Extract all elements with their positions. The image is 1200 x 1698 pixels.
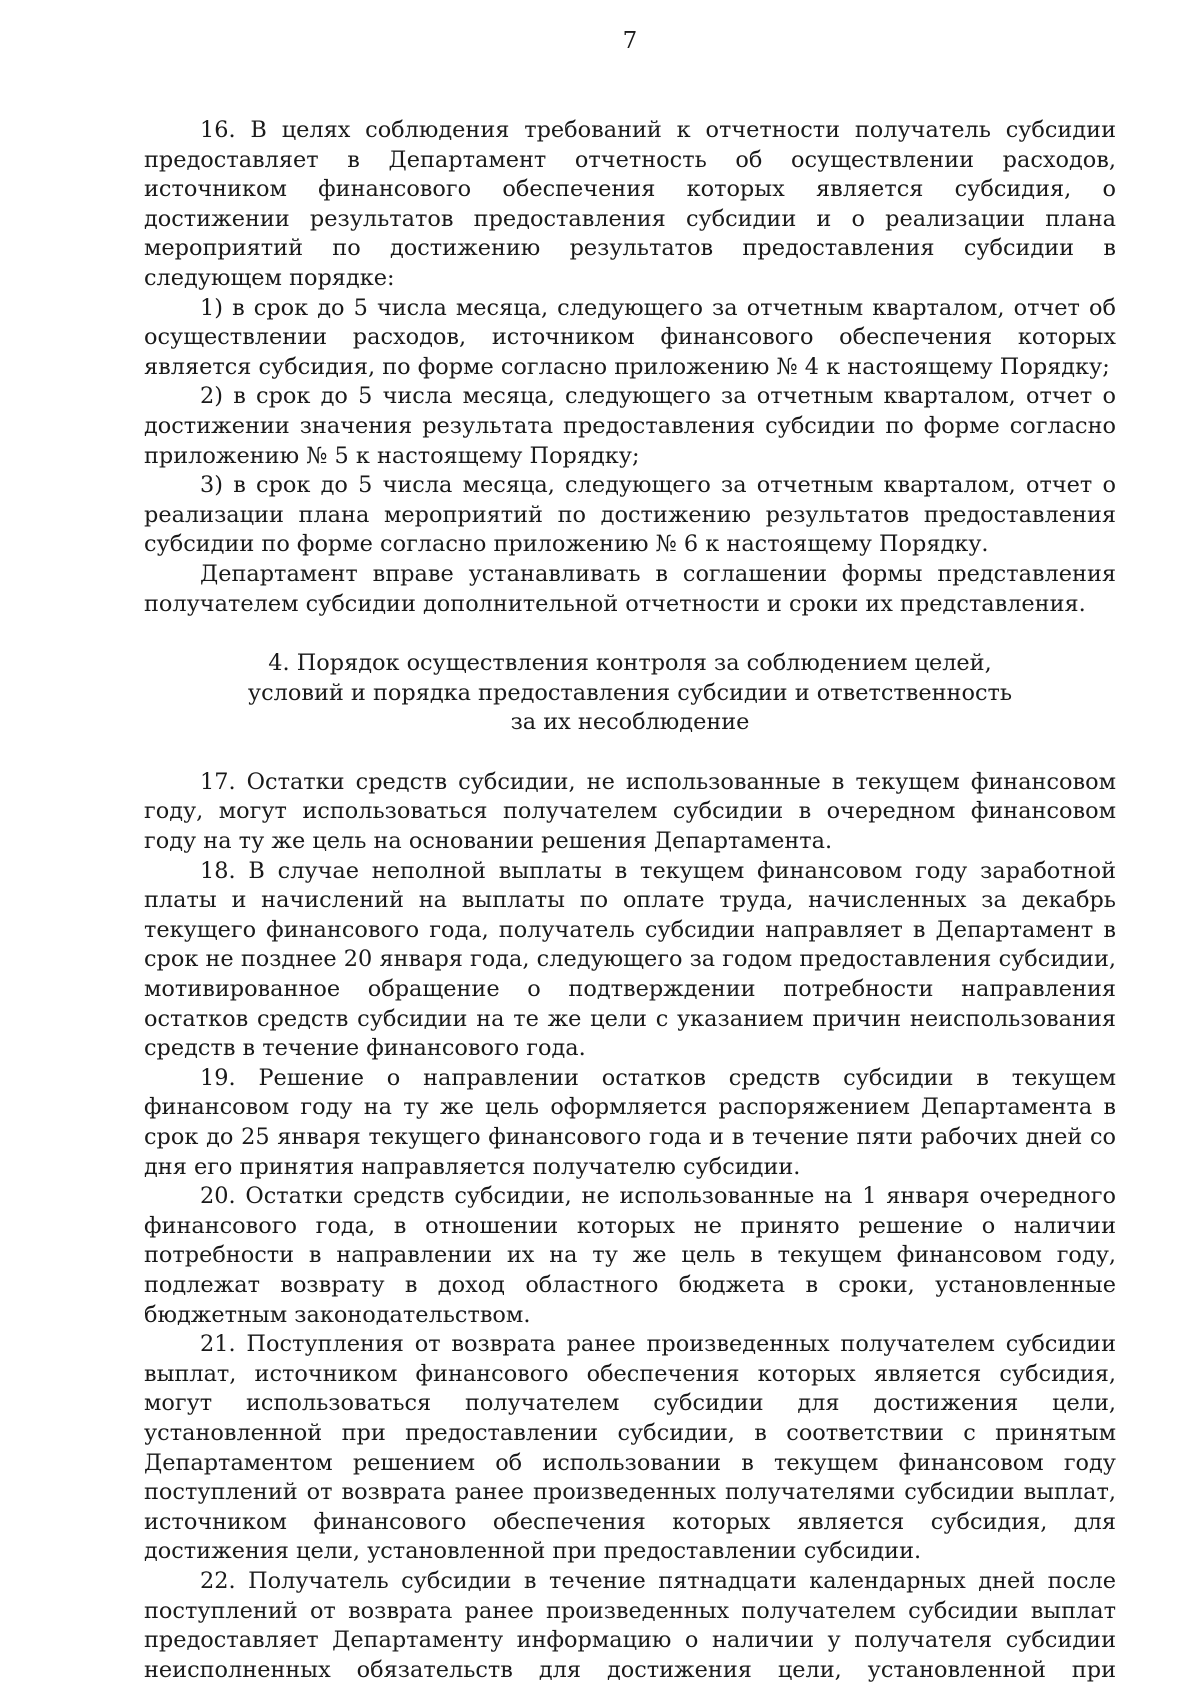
section-heading-line-1: 4. Порядок осуществления контроля за соблюдением целей, <box>268 650 992 677</box>
paragraph-16: 16. В целях соблюдения требований к отчетности получатель субсидии предоставляет в Департамент отчетность об осуществлении расходов, источником финансового обеспечения которых является субсидия, о достижении результатов предоставления субсидии и о реализации плана мероприятий по достижению результатов предоставления субсидии в следующем порядке: <box>144 117 1116 291</box>
paragraph-18: 18. В случае неполной выплаты в текущем финансовом году заработной платы и начислений на выплаты по оплате труда, начисленных за декабрь текущего финансового года, получатель субсидии направляет в Департамент в срок не позднее 20 января года, следующего за годом предоставления субсидии, мотивированное обращение о подтверждении потребности направления остатков средств субсидии на те же цели с указанием причин неиспользования средств в течение финансового года. <box>144 857 1116 1062</box>
document-body <box>144 116 1116 1685</box>
paragraph-20: 20. Остатки средств субсидии, не использованные на 1 января очередного финансового года, в отношении которых не принято решение о наличии потребности в направлении их на ту же цель в текущем финансовом году, подлежат возврату в доход областного бюджета в сроки, установленные бюджетным законодательством. <box>144 1183 1116 1328</box>
paragraph-19: 19. Решение о направлении остатков средств субсидии в текущем финансовом году на ту же цель оформляется распоряжением Департамента в срок до 25 января текущего финансового года и в течение пяти рабочих дней со дня его принятия направляется получателю субсидии. <box>144 1064 1116 1180</box>
page-number: 7 <box>622 28 638 54</box>
section-heading-line-2: условий и порядка предоставления субсидии и ответственность <box>247 679 1013 706</box>
section-heading-line-3: за их несоблюдение <box>510 709 750 736</box>
paragraph-17: 17. Остатки средств субсидии, не использованные в текущем финансовом году, могут использоваться получателем субсидии в очередном финансовом году на ту же цель на основании решения Департамента. <box>144 768 1116 855</box>
paragraph-department-rights: Департамент вправе устанавливать в соглашении формы представления получателем субсидии дополнительной отчетности и сроки их представления. <box>144 560 1116 617</box>
list-item-1: 1) в срок до 5 числа месяца, следующего за отчетным кварталом, отчет об осуществлении расходов, источником финансового обеспечения которых является субсидия, по форме согласно приложению № 4 к настоящему Порядку; <box>144 294 1116 380</box>
list-item-2: 2) в срок до 5 числа месяца, следующего за отчетным кварталом, отчет о достижении значения результата предоставления субсидии по форме согласно приложению № 5 к настоящему Порядку; <box>144 383 1116 469</box>
section-heading <box>144 619 1116 768</box>
paragraph-22: 22. Получатель субсидии в течение пятнадцати календарных дней после поступлений от возврата ранее произведенных получателем субсидии выплат предоставляет Департаменту информацию о наличии у получателя субсидии неисполненных обязательств для достижения цели, установленной при <box>144 1567 1116 1683</box>
paragraph-21: 21. Поступления от возврата ранее произведенных получателем субсидии выплат, источником финансового обеспечения которых является субсидия, могут использоваться получателем субсидии для достижения цели, установленной при предоставлении субсидии, в соответствии с принятым Департаментом решением об использовании в текущем финансовом году поступлений от возврата ранее произведенных получателями субсидии выплат, источником финансового обеспечения которых является субсидия, для достижения цели, установленной при предоставлении субсидии. <box>144 1331 1116 1565</box>
list-item-3: 3) в срок до 5 числа месяца, следующего за отчетным кварталом, отчет о реализации плана мероприятий по достижению результатов предоставления субсидии по форме согласно приложению № 6 к настоящему Порядку. <box>144 472 1116 558</box>
